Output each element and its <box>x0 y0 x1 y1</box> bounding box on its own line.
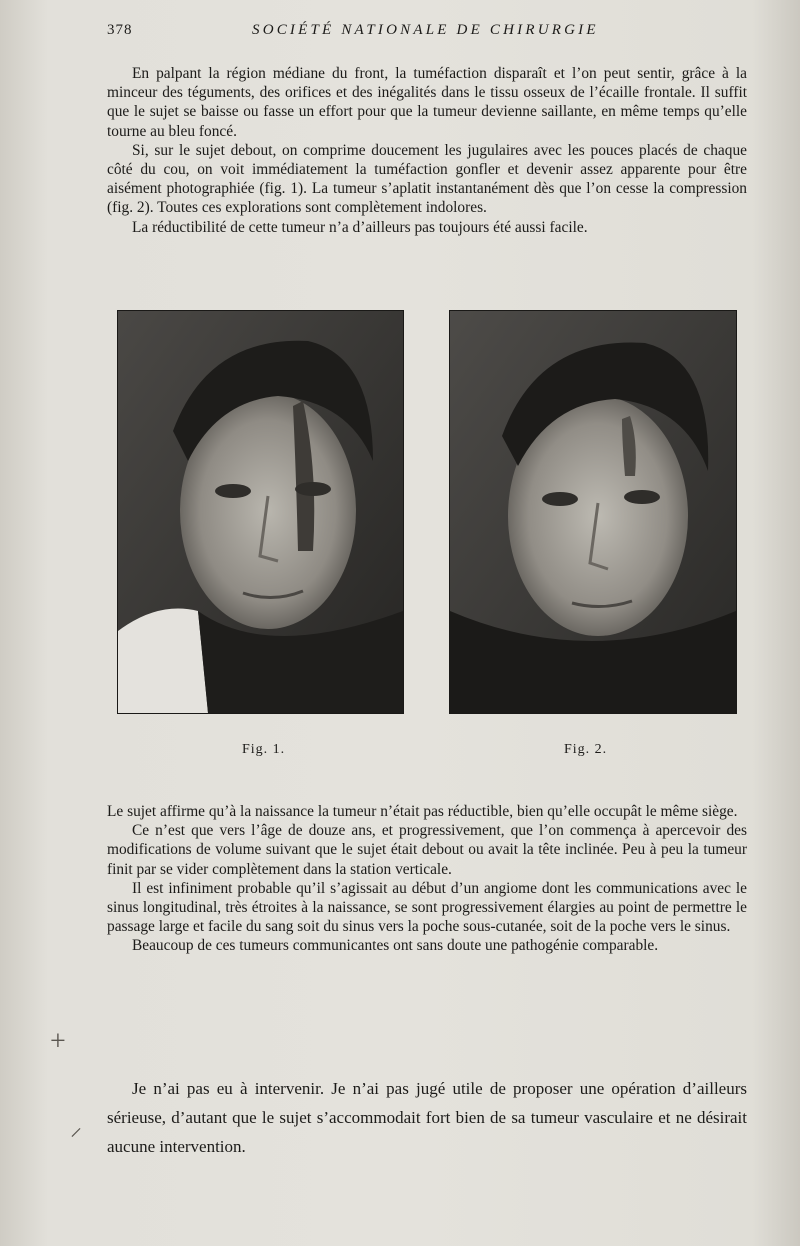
paragraph: La réductibilité de cette tumeur n’a d’ailleurs pas toujours été aussi facile. <box>132 218 588 236</box>
portrait-photo <box>450 311 736 713</box>
pencil-mark-icon: + <box>50 1026 66 1057</box>
paragraph: Il est infiniment probable qu’il s’agissait au début d’un angiome dont les communications avec le sinus longitudinal, très étroites à la naissance, se sont progressivement élargies au point de permettre le passage large et facile du sang soit du sinus vers la poche sous-cutanée, soit de la poche vers le sinus. <box>107 879 747 936</box>
figure-2-photograph <box>449 310 737 714</box>
paragraph: Je n’ai pas eu à intervenir. Je n’ai pas jugé utile de proposer une opération d’ailleurs sérieuse, d’autant que le sujet s’accommodait fort bien de sa tumeur vasculaire et ne désirait aucune intervention. <box>107 1079 747 1156</box>
paragraph: Beaucoup de ces tumeurs communicantes ont sans doute une pathogénie comparable. <box>132 937 659 955</box>
body-text-final <box>107 1074 747 1161</box>
body-text-bottom <box>107 802 747 956</box>
figure-1-caption: Fig. 1. <box>242 742 286 757</box>
paragraph: Ce n’est que vers l’âge de douze ans, et progressivement, que l’on commença à apercevoir des modifications de volume suivant que le sujet était debout ou avait la tête inclinée. Peu à peu la tumeur finit par se vider complètement dans la station verticale. <box>107 822 747 878</box>
paragraph: En palpant la région médiane du front, la tuméfaction disparaît et l’on peut sentir, grâce à la minceur des téguments, des orifices et des inégalités dans le tissu osseux de l’écaille frontale. Il suffit que le sujet se baisse ou fasse un effort pour que la tumeur devienne saillante, en même temps qu’elle tourne au bleu foncé. <box>107 65 747 140</box>
paragraph: Le sujet affirme qu’à la naissance la tumeur n’était pas réductible, bien qu’elle occupât le même siège. <box>107 803 738 820</box>
figure-1-photograph <box>117 310 404 714</box>
running-header <box>107 22 747 42</box>
portrait-photo <box>118 311 403 713</box>
pencil-mark-icon: ⸝ <box>70 1115 82 1141</box>
body-text-top <box>107 64 747 237</box>
running-title: SOCIÉTÉ NATIONALE DE CHIRURGIE <box>252 22 599 38</box>
page-number: 378 <box>107 22 133 38</box>
figure-2-caption: Fig. 2. <box>564 742 608 757</box>
paragraph: Si, sur le sujet debout, on comprime doucement les jugulaires avec les pouces placés de chaque côté du cou, on voit immédiatement la tuméfaction gonfler et devenir assez apparente pour être aisément photographiée (fig. 1). La tumeur s’aplatit instantanément dès que l’on cesse la compression (fig. 2). Toutes ces explorations sont complètement indolores. <box>107 141 747 217</box>
